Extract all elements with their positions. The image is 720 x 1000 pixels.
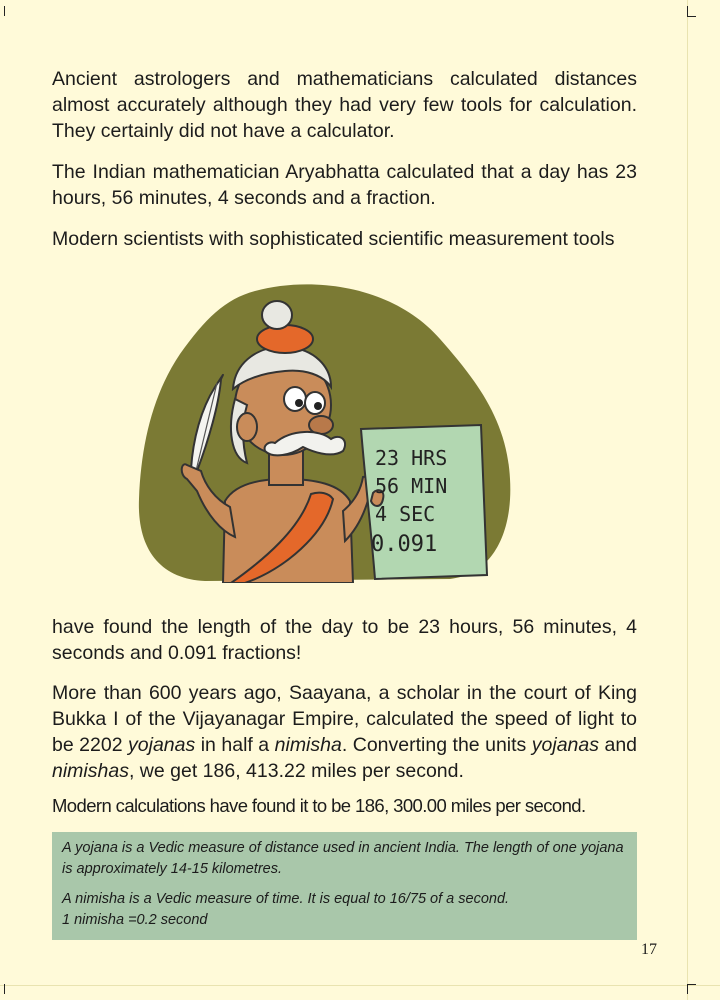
crop-mark-bottom-right-v — [687, 984, 688, 994]
page-number: 17 — [641, 941, 657, 958]
paragraph-modern-calculations — [52, 793, 637, 819]
paragraph-text — [52, 680, 637, 784]
paragraph-aryabhatta — [52, 159, 637, 211]
paragraph-text: Modern scientists with sophisticated scientific measurement tools — [52, 228, 615, 250]
eye-right — [305, 392, 325, 414]
paragraph-text: have found the length of the day to be 23 hours, 56 minutes, 4 seconds and 0.091 fractions! — [52, 616, 637, 664]
sign-line-min: 56 MIN — [375, 474, 448, 498]
note-nimisha-value: 1 nimisha =0.2 second — [62, 912, 208, 928]
note-nimisha: A nimisha is a Vedic measure of time. It is equal to 16/75 of a second. — [62, 891, 510, 907]
paragraph-text: Ancient astrologers and mathematicians calculated distances almost accurately although they had very few tools for calculation. They certainly did not have a calculator. — [52, 68, 637, 142]
paragraph-day-length — [52, 614, 637, 666]
paragraph-text: Modern calculations have found it to be 186, 300.00 miles per second. — [52, 795, 586, 816]
note-yojana: A yojana is a Vedic measure of distance used in ancient India. The length of one yojana is approximately 14-15 kilometres. — [62, 840, 624, 877]
sign-line-sec: 4 SEC — [375, 502, 436, 526]
eye-left — [284, 387, 306, 411]
text-segment: . Converting the units — [341, 734, 532, 756]
sign-line-hrs: 23 HRS — [375, 446, 448, 470]
term-yojanas: yojanas — [128, 734, 196, 756]
paragraph-saayana — [52, 680, 637, 784]
sign-line-fraction: 0.091 — [371, 532, 438, 557]
text-segment: , we get 186, 413.22 miles per second. — [128, 760, 464, 782]
term-nimisha: nimisha — [274, 734, 342, 756]
body — [223, 479, 353, 583]
crop-mark-top-right-v — [687, 6, 688, 16]
text-segment: More than 600 years ago, Saayana, a scholar in the court of King Bukka I of the Vijayanagar Empire, calculated the speed of light to be 2202 — [52, 682, 637, 756]
paragraph-ancient-astrologers — [52, 66, 637, 144]
crop-mark-bottom-left — [4, 984, 5, 994]
trim-line-right — [687, 0, 688, 1000]
crop-mark-top-left — [4, 6, 5, 16]
crop-mark-bottom-right-h — [687, 984, 696, 985]
term-nimishas: nimishas — [52, 760, 129, 782]
paragraph-modern-scientists — [52, 226, 637, 252]
text-segment: in half a — [195, 734, 275, 756]
crop-mark-top-right-h — [687, 16, 696, 17]
text-segment: and — [599, 734, 638, 756]
term-yojanas: yojanas — [531, 734, 599, 756]
note-box — [52, 832, 637, 940]
paragraph-text: The Indian mathematician Aryabhatta calculated that a day has 23 hours, 56 minutes, 4 seconds and a fraction. — [52, 161, 637, 209]
aryabhatta-illustration — [135, 279, 515, 583]
trim-line-bottom — [0, 985, 720, 986]
